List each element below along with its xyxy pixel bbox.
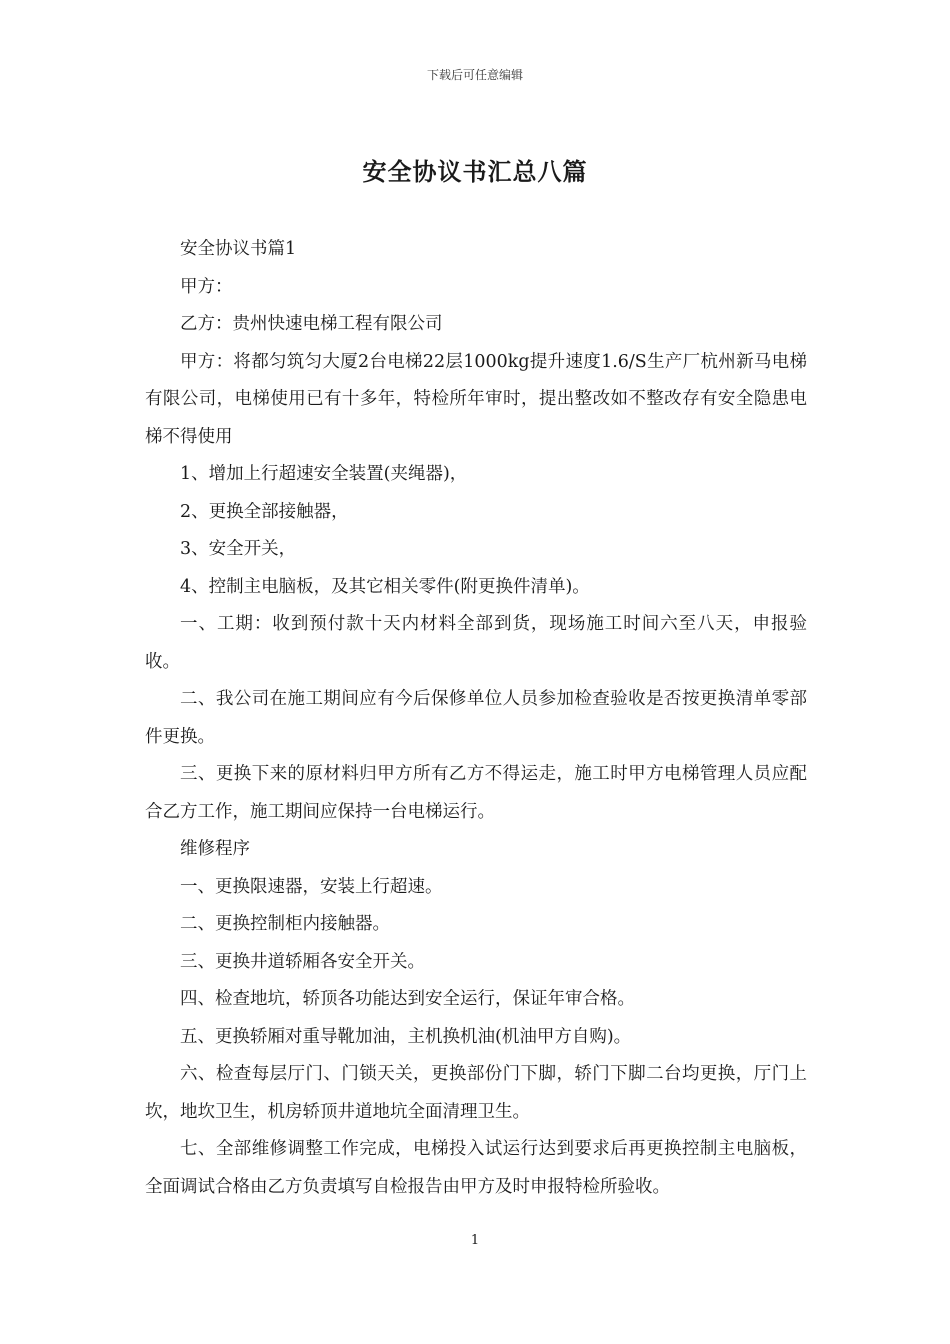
paragraph: 二、我公司在施工期间应有今后保修单位人员参加检查验收是否按更换清单零部件更换。 [145,689,807,747]
paragraph: 乙方：贵州快速电梯工程有限公司 [180,314,443,334]
paragraph: 七、全部维修调整工作完成，电梯投入试运行达到要求后再更换控制主电脑板，全面调试合格由乙方负责填写自检报告由甲方及时申报特检所验收。 [145,1139,807,1197]
paragraph: 二、更换控制柜内接触器。 [180,914,390,934]
paragraph: 三、更换井道轿厢各安全开关。 [180,951,425,972]
paragraph: 1、增加上行超速安全装置(夹绳器)， [180,464,468,484]
paragraph: 甲方： [180,276,233,297]
page-header-note: 下载后可任意编辑 [426,68,523,82]
paragraph: 维修程序 [180,839,250,859]
paragraph: 甲方：将都匀筑匀大厦2台电梯22层1000kg提升速度1.6/S生产厂杭州新马电梯有限公司，电梯使用已有十多年，特检所年审时，提出整改如不整改存有安全隐患电梯不得使用 [145,351,807,447]
paragraph: 4、控制主电脑板，及其它相关零件(附更换件清单)。 [180,576,590,597]
page-number: 1 [470,1233,480,1248]
paragraph: 安全协议书篇1 [180,239,297,259]
document-title: 安全协议书汇总八篇 [362,157,588,186]
paragraph: 六、检查每层厅门、门锁天关，更换部份门下脚，轿门下脚二台均更换，厅门上坎，地坎卫生，机房轿顶井道地坑全面清理卫生。 [145,1064,807,1122]
paragraph: 三、更换下来的原材料归甲方所有乙方不得运走，施工时甲方电梯管理人员应配合乙方工作，施工期间应保持一台电梯运行。 [145,764,807,822]
document-body [145,231,807,1206]
paragraph: 一、工期：收到预付款十天内材料全部到货，现场施工时间六至八天，申报验收。 [145,614,807,672]
paragraph: 2、更换全部接触器， [180,501,349,522]
paragraph: 五、更换轿厢对重导靴加油，主机换机油(机油甲方自购)。 [180,1026,632,1047]
paragraph: 四、检查地坑，轿顶各功能达到安全运行，保证年审合格。 [180,989,635,1009]
paragraph: 一、更换限速器，安装上行超速。 [180,876,443,897]
paragraph: 3、安全开关， [180,539,297,559]
